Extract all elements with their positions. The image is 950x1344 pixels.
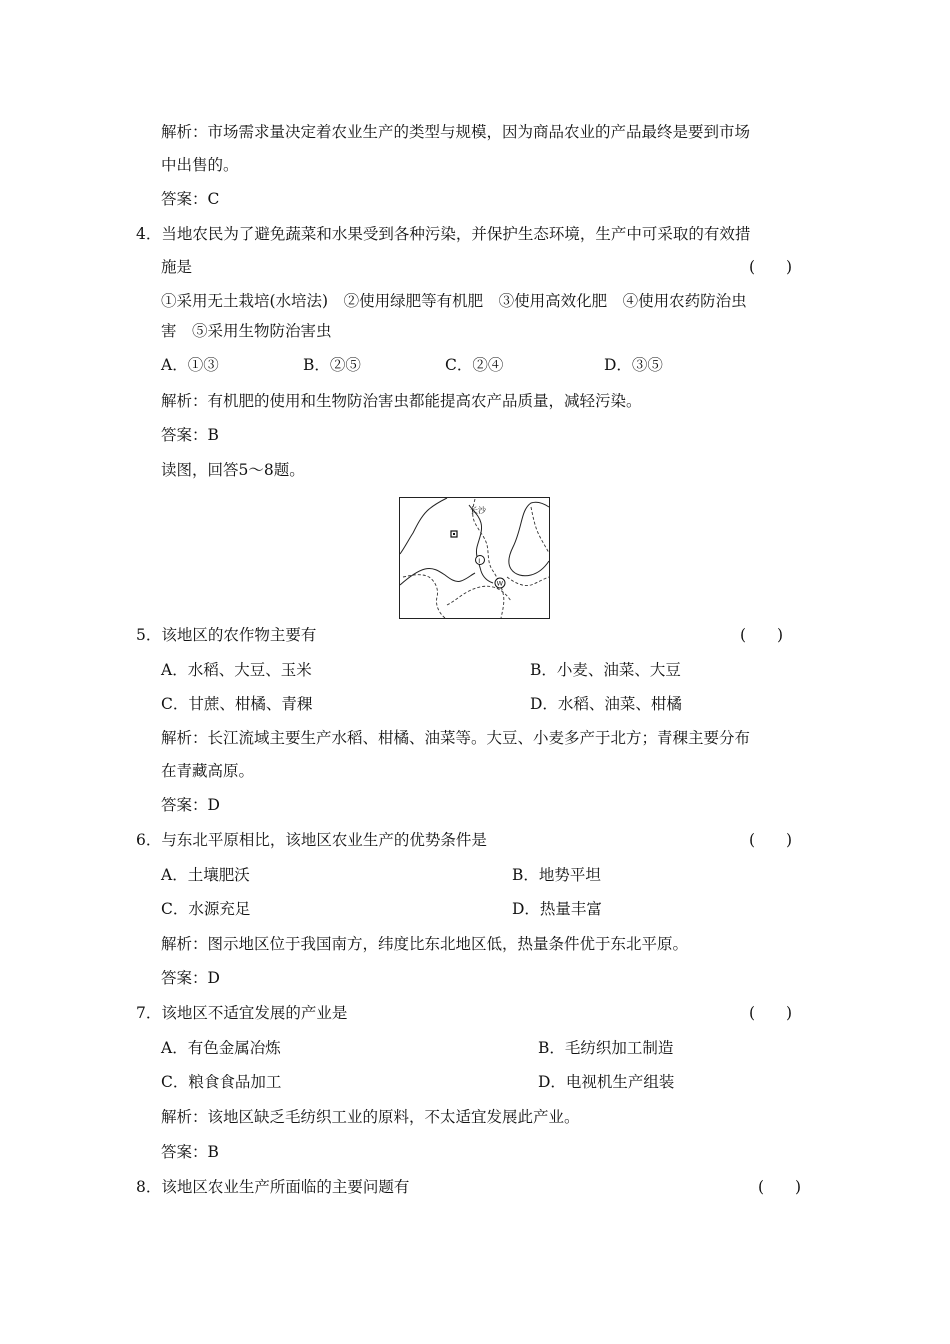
q5-option-b: B．小麦、油菜、大豆 xyxy=(530,661,681,679)
q5-analysis-line1: 解析：长江流域主要生产水稻、柑橘、油菜等。大豆、小麦多产于北方；青稞主要分布 xyxy=(161,729,751,747)
q7-option-a: A．有色金属冶炼 xyxy=(161,1039,281,1057)
q4-stem-line1: 4．当地农民为了避免蔬菜和水果受到各种污染，并保护生态环境，生产中可采取的有效措 xyxy=(136,225,751,243)
prev-answer: 答案：C xyxy=(161,190,220,208)
q5-option-d: D．水稻、油菜、柑橘 xyxy=(530,695,682,713)
q6-answer: 答案：D xyxy=(161,969,220,987)
q7-option-c: C．粮食食品加工 xyxy=(161,1073,282,1091)
map-marker-w-label: W xyxy=(496,579,504,588)
q4-analysis: 解析：有机肥的使用和生物防治害虫都能提高农产品质量，减轻污染。 xyxy=(161,392,642,410)
q5-option-a: A．水稻、大豆、玉米 xyxy=(161,661,312,679)
q7-answer-paren: ( ) xyxy=(749,1004,793,1022)
map-city-label: 长沙 xyxy=(470,506,486,515)
q5-stem: 5．该地区的农作物主要有 xyxy=(136,626,317,644)
q4-items-line1: ①采用无土栽培(水培法) ②使用绿肥等有机肥 ③使用高效化肥 ④使用农药防治虫 xyxy=(161,292,747,310)
q4-stem-line2: 施是 xyxy=(161,258,193,276)
q7-option-b: B．毛纺织加工制造 xyxy=(538,1039,674,1057)
q7-option-d: D．电视机生产组装 xyxy=(538,1073,675,1091)
q8-answer-paren: ( ) xyxy=(758,1178,802,1196)
q5-analysis-line2: 在青藏高原。 xyxy=(161,762,255,780)
q4-option-d: D．③⑤ xyxy=(604,356,663,374)
q6-option-c: C．水源充足 xyxy=(161,900,251,918)
map-question-intro: 读图，回答5～8题。 xyxy=(161,461,305,479)
q4-answer: 答案：B xyxy=(161,426,219,444)
q5-option-c: C．甘蔗、柑橘、青稞 xyxy=(161,695,313,713)
q5-answer: 答案：D xyxy=(161,796,220,814)
prev-analysis-line2: 中出售的。 xyxy=(161,156,239,174)
q6-answer-paren: ( ) xyxy=(749,831,793,849)
q7-stem: 7．该地区不适宜发展的产业是 xyxy=(136,1004,348,1022)
map-frame xyxy=(400,498,550,619)
q4-option-a: A．①③ xyxy=(161,356,219,374)
map-marker-1-label: Ⅰ xyxy=(478,557,481,565)
q8-stem: 8．该地区农业生产所面临的主要问题有 xyxy=(136,1178,410,1196)
region-map xyxy=(399,497,550,619)
q6-option-a: A．土壤肥沃 xyxy=(161,866,250,884)
q6-analysis: 解析：图示地区位于我国南方，纬度比东北地区低，热量条件优于东北平原。 xyxy=(161,935,689,953)
q4-option-b: B．②⑤ xyxy=(303,356,361,374)
q4-option-c: C．②④ xyxy=(445,356,504,374)
q7-analysis: 解析：该地区缺乏毛纺织工业的原料，不太适宜发展此产业。 xyxy=(161,1108,580,1126)
q7-answer: 答案：B xyxy=(161,1143,219,1161)
q4-answer-paren: ( ) xyxy=(749,258,793,276)
q4-items-line2: 害 ⑤采用生物防治害虫 xyxy=(161,322,332,340)
prev-analysis-line1: 解析：市场需求量决定着农业生产的类型与规模，因为商品农业的产品最终是要到市场 xyxy=(161,123,751,141)
q6-stem: 6．与东北平原相比，该地区农业生产的优势条件是 xyxy=(136,831,487,849)
q6-option-b: B．地势平坦 xyxy=(512,866,601,884)
q6-option-d: D．热量丰富 xyxy=(512,900,602,918)
q5-answer-paren: ( ) xyxy=(740,626,784,644)
